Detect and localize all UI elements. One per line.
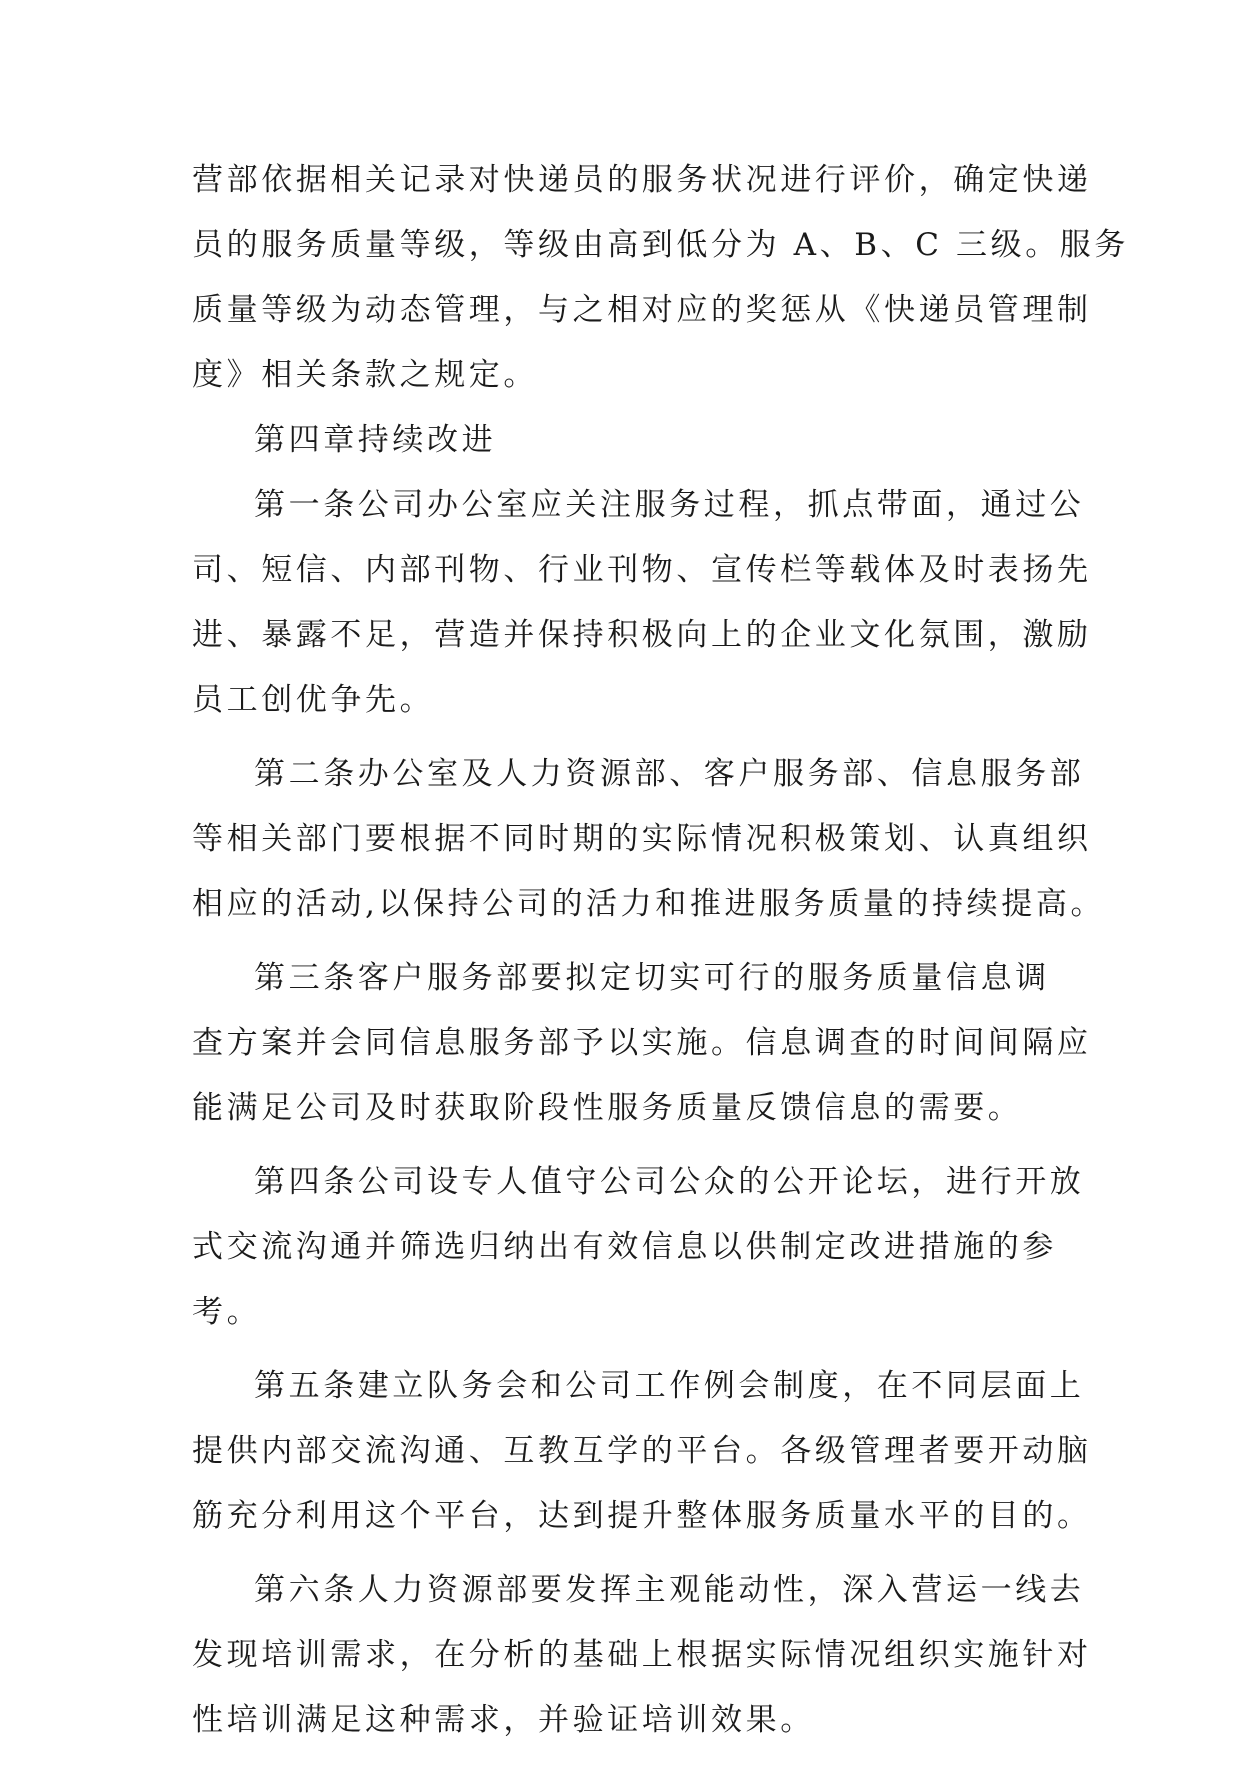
text-line: 员的服务质量等级，等级由高到低分为 A、B、C 三级。服务 [192, 227, 1129, 263]
text-line: 质量等级为动态管理，与之相对应的奖惩从《快递员管理制 [192, 292, 1092, 328]
text-line: 员工创优争先。 [192, 682, 435, 718]
text-line: 第五条建立队务会和公司工作例会制度，在不同层面上 [254, 1368, 1085, 1404]
text-line: 能满足公司及时获取阶段性服务质量反馈信息的需要。 [192, 1090, 1023, 1126]
chapter-title: 第四章持续改进 [254, 422, 497, 458]
text-line: 度》相关条款之规定。 [192, 357, 538, 393]
document-body [192, 162, 1129, 1769]
text-line: 查方案并会同信息服务部予以实施。信息调查的时间间隔应 [192, 1025, 1092, 1061]
text-line: 第四条公司设专人值守公司公众的公开论坛，进行开放 [254, 1164, 1085, 1200]
article-3 [192, 960, 1092, 1126]
text-line: 等相关部门要根据不同时期的实际情况积极策划、认真组织 [192, 821, 1092, 857]
text-line: 司、短信、内部刊物、行业刊物、宣传栏等载体及时表扬先 [192, 552, 1092, 588]
text-line: 考。 [192, 1294, 262, 1330]
article-4 [192, 1164, 1085, 1330]
article-2 [192, 756, 1106, 922]
text-line: 发现培训需求，在分析的基础上根据实际情况组织实施针对 [192, 1637, 1092, 1673]
article-6 [192, 1572, 1092, 1738]
article-1 [192, 487, 1092, 718]
text-line: 第三条客户服务部要拟定切实可行的服务质量信息调 [254, 960, 1050, 996]
text-line: 筋充分利用这个平台，达到提升整体服务质量水平的目的。 [192, 1498, 1092, 1534]
text-line: 第六条人力资源部要发挥主观能动性，深入营运一线去 [254, 1572, 1085, 1608]
text-line: 性培训满足这种需求，并验证培训效果。 [192, 1702, 815, 1738]
text-line: 进、暴露不足，营造并保持积极向上的企业文化氛围，激励 [192, 617, 1092, 653]
chapter-heading [192, 424, 1052, 457]
text-line: 式交流沟通并筛选归纳出有效信息以供制定改进措施的参 [192, 1229, 1057, 1265]
text-line: 第二条办公室及人力资源部、客户服务部、信息服务部 [254, 756, 1085, 792]
text-line: 提供内部交流沟通、互教互学的平台。各级管理者要开动脑 [192, 1433, 1092, 1469]
text-line: 相应的活动,以保持公司的活力和推进服务质量的持续提高。 [192, 886, 1106, 922]
paragraph-service-grade [192, 162, 1129, 393]
text-line: 第一条公司办公室应关注服务过程，抓点带面，通过公 [254, 487, 1085, 523]
article-5 [192, 1368, 1092, 1534]
text-line: 营部依据相关记录对快递员的服务状况进行评价，确定快递 [192, 162, 1092, 198]
